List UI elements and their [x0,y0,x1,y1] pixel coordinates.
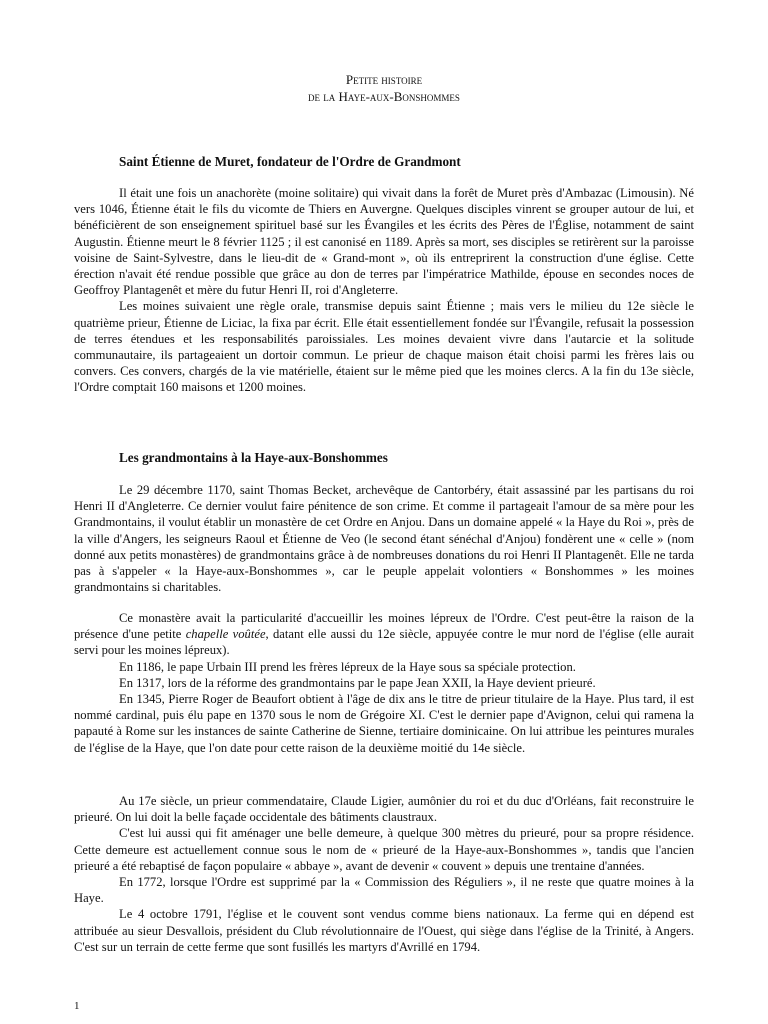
paragraph: C'est lui aussi qui fit aménager une belle demeure, à quelque 300 mètres du prieuré, pour sa propre résidence. Cette demeure est actuellement connue sous le nom de « prieuré de la Haye-aux-Bonshommes », tandis que l'ancien prieuré a été rebaptisé de façon populaire « abbaye », avant de devenir « couvent » depuis une trentaine d'années. [74,826,694,873]
chapel-text-after: , datant elle aussi du 12e siècle, appuyée contre le mur nord de l'église (elle aurait servi pour les moines lépreux). [74,627,695,658]
paragraph: En 1186, le pape Urbain III prend les frères lépreux de la Haye sous sa spéciale protection. [119,659,576,674]
section1-heading: Saint Étienne de Muret, fondateur de l'Ordre de Grandmont [119,154,461,169]
paragraph: Il était une fois un anachorète (moine solitaire) qui vivait dans la forêt de Muret près d'Ambazac (Limousin). Né vers 1046, Étienne était le fils du vicomte de Thiers en Auvergne. Quelques disciples vinrent se grouper autour de lui, et bénéficièrent de son enseignement spirituel basé sur les Évangiles et les écrits des Pères de l'Église, notamment de saint Augustin. Étienne meurt le 8 février 1125 ; il est canonisé en 1189. Après sa mort, ses disciples se retirèrent sur la paroisse voisine de Saint-Sylvestre, dans le lieu-dit de « Grand-mont », où ils entreprirent la construction d'une église. Cette érection n'avait été rendue possible que grâce au don de terres par l'impératrice Mathilde, épouse en secondes noces de Geoffroy Plantagenêt et mère du futur Henri II, roi d'Angleterre. [74,186,694,298]
paragraph: Au 17e siècle, un prieur commendataire, Claude Ligier, aumônier du roi et du duc d'Orléans, fait reconstruire le prieuré. On lui doit la belle façade occidentale des bâtiments claustraux. [74,794,694,825]
chapel-text-italic: chapelle voûtée [185,627,266,642]
paragraph: Les moines suivaient une règle orale, transmise depuis saint Étienne ; mais vers le milieu du 12e siècle le quatrième prieur, Étienne de Liciac, la fixa par écrit. Elle était essentiellement fondée sur l'Évangile, refusait la possession de terres étendues et les responsabilités paroissiales. Les moines devaient vivre dans l'autarcie et la solitude communautaire, ils partageaient un dortoir commun. Le prieur de chaque maison était choisi parmi les frères lais ou convers. Ces convers, chargés de la vie matérielle, étaient sur le même pied que les moines clercs. A la fin du 13e siècle, l'Ordre comptait 160 maisons et 1200 moines. [74,299,694,395]
paragraph: En 1317, lors de la réforme des grandmontains par le pape Jean XXII, la Haye devient prieuré. [119,675,596,690]
paragraph-chapel [74,610,694,659]
section2-later-history [74,793,694,955]
paragraph: Le 4 octobre 1791, l'église et le couvent sont vendus comme biens nationaux. La ferme qui en dépend est attribuée au sieur Desvallois, président du Club révolutionnaire de l'Ouest, qui siège dans l'église de la Trinité, à Angers. C'est sur un terrain de cette ferme que sont fusillés les martyrs d'Avrillé en 1794. [74,907,694,954]
paragraph: Le 29 décembre 1170, saint Thomas Becket, archevêque de Cantorbéry, était assassiné par les partisans du roi Henri II d'Angleterre. Ce dernier voulut faire pénitence de son crime. Et comme il partageait l'amour de sa mère pour les Grandmontains, il voulut établir un monastère de cet Ordre en Anjou. Dans un domaine appelé « la Haye du Roi », près de la ville d'Angers, les seigneurs Raoul et Étienne de Veo (le second étant sénéchal d'Anjou) fondèrent une « celle » (nom donné aux petits monastères) de grandmontains grâce à de nombreuses donations du roi Henri II Plantagenêt. Elle ne tarda pas à s'appeler « la Haye-aux-Bonshommes », car le peuple appelait volontiers « Bonshommes » les moines grandmontains si charitables. [74,483,694,595]
section2-intro [74,482,694,595]
page-number: 1 [74,1000,80,1012]
document-title-line2: de la Haye-aux-Bonshommes [308,89,460,104]
section2-heading: Les grandmontains à la Haye-aux-Bonshommes [119,450,388,465]
paragraph: En 1772, lorsque l'Ordre est supprimé par la « Commission des Réguliers », il ne reste que quatre moines à la Haye. [74,875,694,906]
chapel-text-before: Ce monastère avait la particularité d'accueillir les moines lépreux de l'Ordre. C'est peut-être la raison de la présence d'une petite [74,611,694,642]
section1-body [74,185,694,396]
document-title-line1: Petite histoire [345,72,423,87]
section2-history [74,610,694,756]
paragraph: En 1345, Pierre Roger de Beaufort obtient à l'âge de dix ans le titre de prieur titulaire de la Haye. Plus tard, il est nommé cardinal, puis élu pape en 1370 sous le nom de Grégoire XI. C'est le dernier pape d'Avignon, celui qui ramena la papauté à Rome sur les instances de sainte Catherine de Sienne, tertiaire dominicaine. On lui attribue les peintures murales de l'église de la Haye, que l'on date pour cette raison de la deuxième moitié du 14e siècle. [74,692,694,755]
